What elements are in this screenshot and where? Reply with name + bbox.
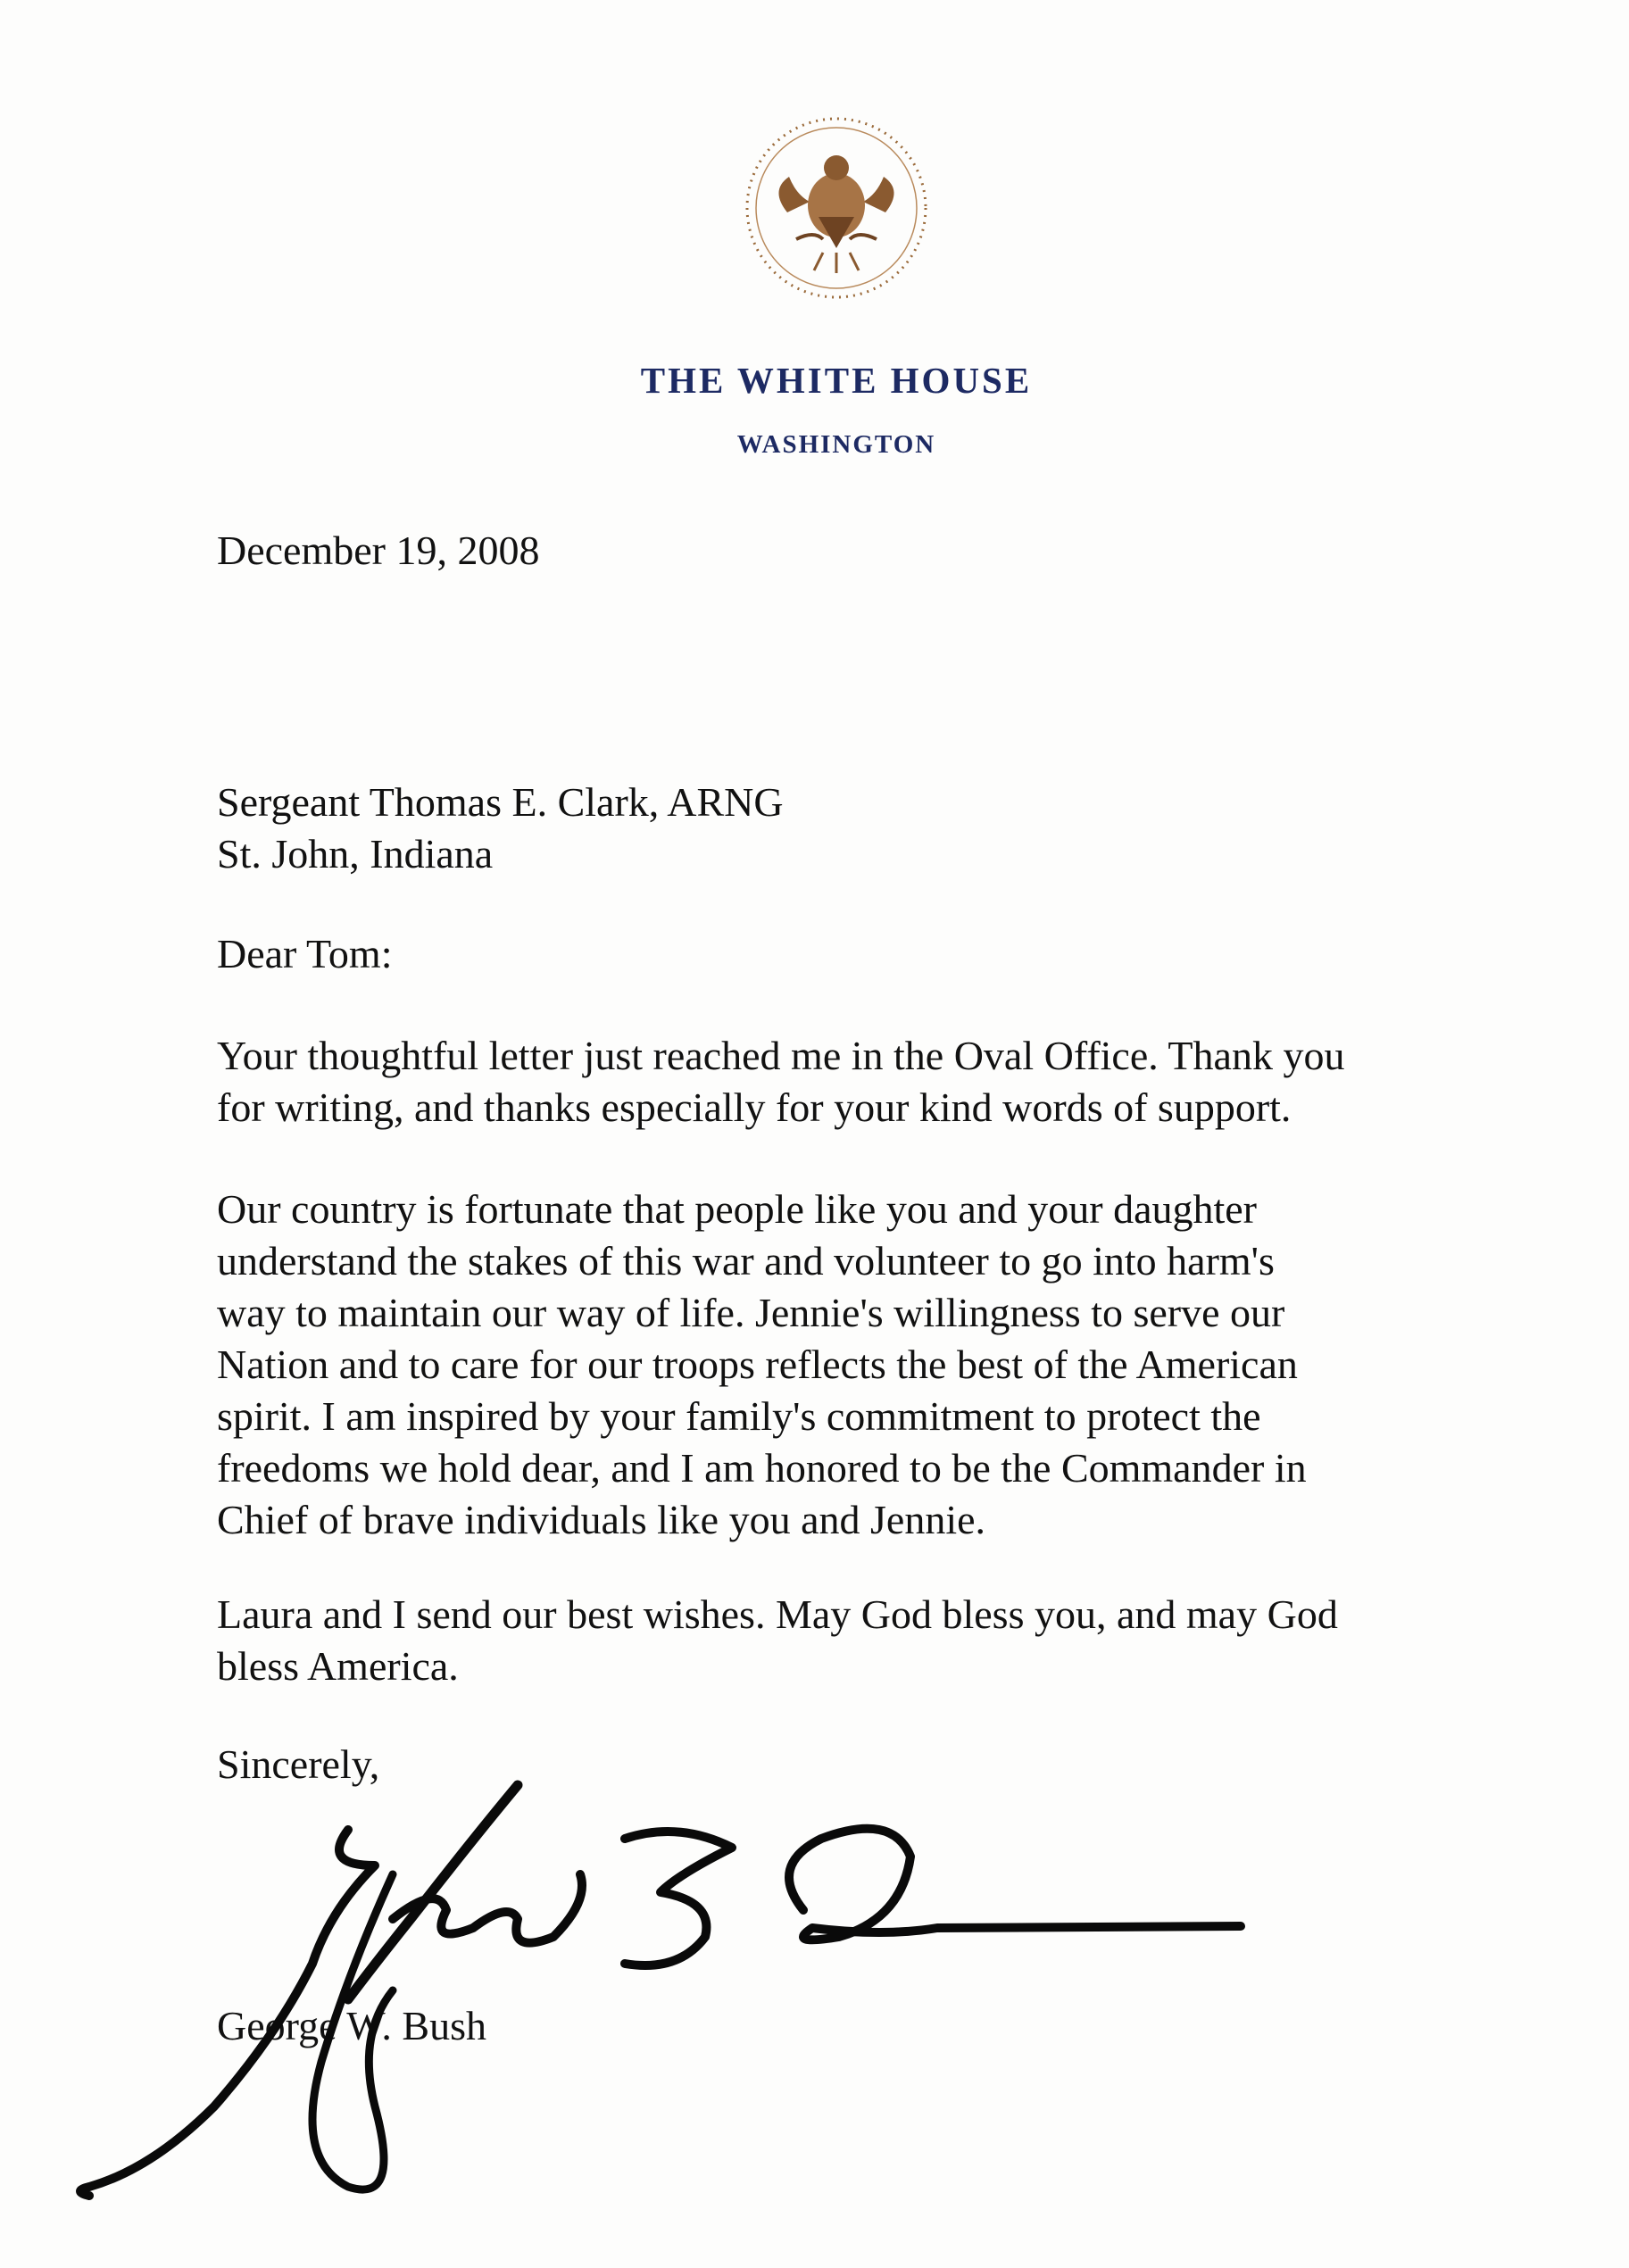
- letterhead-subtitle: WASHINGTON: [736, 430, 936, 459]
- paragraph-line: for writing, and thanks especially for your kind words of support.: [217, 1084, 1292, 1130]
- paragraph-line: way to maintain our way of life. Jennie's willingness to serve our: [217, 1290, 1285, 1335]
- paragraph-line: bless America.: [217, 1643, 459, 1689]
- paragraph-line: Chief of brave individuals like you and Jennie.: [217, 1497, 986, 1542]
- closing: Sincerely,: [217, 1741, 380, 1787]
- letterhead-title: THE WHITE HOUSE: [640, 360, 1033, 401]
- handwritten-signature: [54, 1767, 1267, 2231]
- recipient-block: [217, 777, 784, 880]
- paragraph-line: understand the stakes of this war and volunteer to go into harm's: [217, 1238, 1275, 1284]
- paragraph-3: [217, 1589, 1338, 1692]
- paragraph-1: [217, 1030, 1344, 1134]
- paragraph-line: spirit. I am inspired by your family's commitment to protect the: [217, 1393, 1261, 1439]
- salutation: Dear Tom:: [217, 931, 393, 976]
- letter-date: December 19, 2008: [217, 528, 540, 573]
- paragraph-line: freedoms we hold dear, and I am honored to be the Commander in: [217, 1445, 1307, 1491]
- recipient-name: Sergeant Thomas E. Clark, ARNG: [217, 779, 784, 825]
- paragraph-2: [217, 1184, 1307, 1546]
- recipient-location: St. John, Indiana: [217, 831, 494, 876]
- paragraph-line: Laura and I send our best wishes. May God bless you, and may God: [217, 1591, 1338, 1637]
- signer-name: George W. Bush: [217, 2003, 486, 2048]
- presidential-seal-icon: [734, 105, 939, 311]
- paragraph-line: Nation and to care for our troops reflects the best of the American: [217, 1342, 1298, 1387]
- paragraph-line: Your thoughtful letter just reached me in the Oval Office. Thank you: [217, 1033, 1345, 1078]
- paragraph-line: Our country is fortunate that people like you and your daughter: [217, 1186, 1258, 1232]
